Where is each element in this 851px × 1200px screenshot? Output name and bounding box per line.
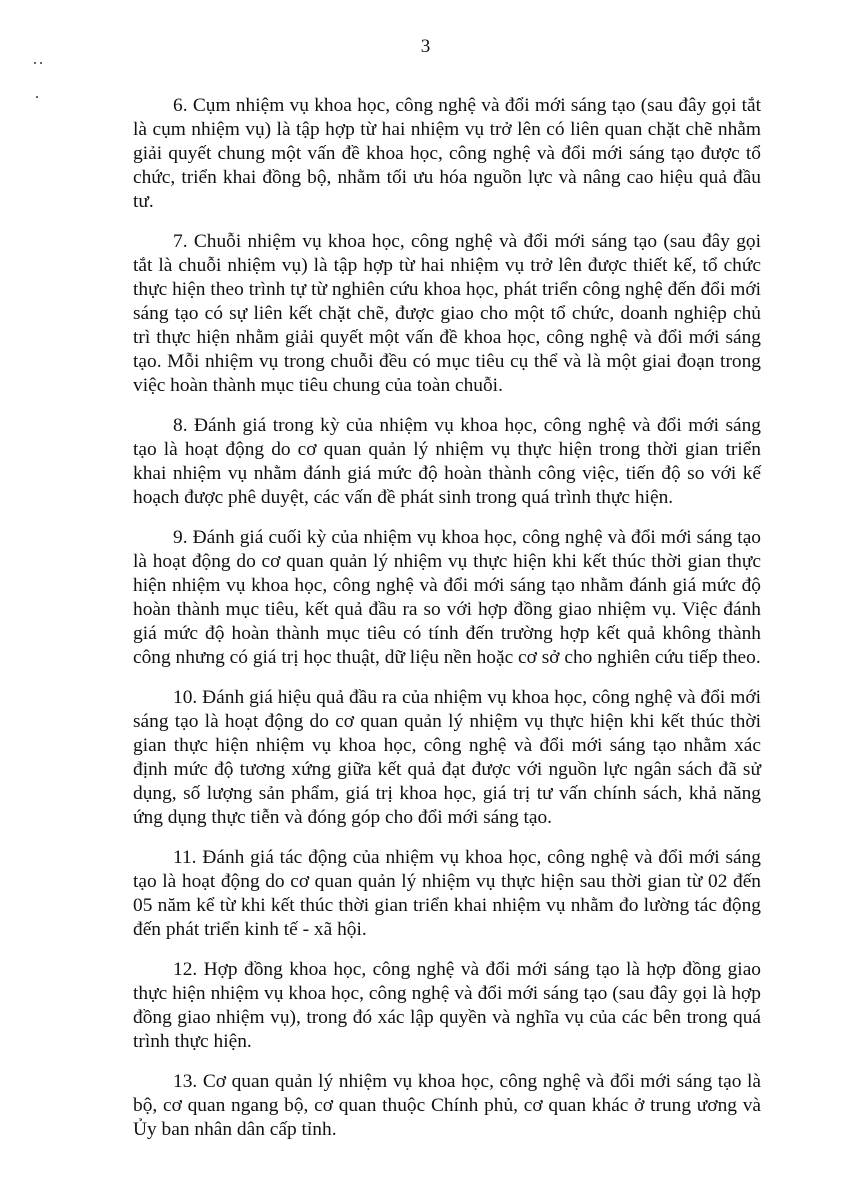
scan-speck	[40, 62, 42, 64]
paragraph-11: 11. Đánh giá tác động của nhiệm vụ khoa học, công nghệ và đổi mới sáng tạo là hoạt động do cơ quan quản lý nhiệm vụ thực hiện sau thời gian từ 02 đến 05 năm kể từ khi kết thúc thời gian triển khai nhiệm vụ nhằm đo lường tác động đến phát triển kinh tế - xã hội.	[133, 847, 761, 940]
document-body	[133, 94, 761, 1158]
paragraph-7: 7. Chuỗi nhiệm vụ khoa học, công nghệ và đổi mới sáng tạo (sau đây gọi tắt là chuỗi nhiệm vụ) là tập hợp từ hai nhiệm vụ trở lên được thiết kế, tổ chức thực hiện theo trình tự từ nghiên cứu khoa học, phát triển công nghệ đến đổi mới sáng tạo có sự liên kết chặt chẽ, được giao cho một tổ chức, doanh nghiệp chủ trì thực hiện nhằm giải quyết một vấn đề khoa học, công nghệ và đổi mới sáng tạo. Mỗi nhiệm vụ trong chuỗi đều có mục tiêu cụ thể và là một giai đoạn trong việc hoàn thành mục tiêu chung của toàn chuỗi.	[133, 231, 761, 396]
paragraph-12: 12. Hợp đồng khoa học, công nghệ và đổi mới sáng tạo là hợp đồng giao thực hiện nhiệm vụ khoa học, công nghệ và đổi mới sáng tạo (sau đây gọi là hợp đồng giao nhiệm vụ), trong đó xác lập quyền và nghĩa vụ của các bên trong quá trình thực hiện.	[133, 959, 761, 1052]
paragraph-10: 10. Đánh giá hiệu quả đầu ra của nhiệm vụ khoa học, công nghệ và đổi mới sáng tạo là hoạt động do cơ quan quản lý nhiệm vụ thực hiện khi kết thúc thời gian thực hiện nhiệm vụ khoa học, công nghệ và đổi mới sáng tạo nhằm xác định mức độ tương xứng giữa kết quả đạt được với nguồn lực ngân sách đã sử dụng, số lượng sản phẩm, giá trị khoa học, giá trị tư vấn chính sách, khả năng ứng dụng thực tiễn và đóng góp cho đổi mới sáng tạo.	[133, 687, 761, 828]
paragraph-9: 9. Đánh giá cuối kỳ của nhiệm vụ khoa học, công nghệ và đổi mới sáng tạo là hoạt động do cơ quan quản lý nhiệm vụ thực hiện khi kết thúc thời gian thực hiện nhiệm vụ khoa học, công nghệ và đổi mới sáng tạo nhằm đánh giá mức độ hoàn thành mục tiêu, kết quả đầu ra so với hợp đồng giao nhiệm vụ. Việc đánh giá mức độ hoàn thành mục tiêu có tính đến trường hợp kết quả không thành công nhưng có giá trị học thuật, dữ liệu nền hoặc cơ sở cho nghiên cứu tiếp theo.	[133, 527, 761, 668]
paragraph-6: 6. Cụm nhiệm vụ khoa học, công nghệ và đổi mới sáng tạo (sau đây gọi tắt là cụm nhiệm vụ) là tập hợp từ hai nhiệm vụ trở lên có liên quan chặt chẽ nhằm giải quyết chung một vấn đề khoa học, công nghệ và đổi mới sáng tạo được tổ chức, triển khai đồng bộ, nhằm tối ưu hóa nguồn lực và nâng cao hiệu quả đầu tư.	[133, 95, 761, 212]
paragraph-8: 8. Đánh giá trong kỳ của nhiệm vụ khoa học, công nghệ và đổi mới sáng tạo là hoạt động do cơ quan quản lý nhiệm vụ thực hiện trong thời gian triển khai nhiệm vụ nhằm đánh giá mức độ hoàn thành công việc, tiến độ so với kế hoạch được phê duyệt, các vấn đề phát sinh trong quá trình thực hiện.	[133, 415, 761, 508]
paragraph-13: 13. Cơ quan quản lý nhiệm vụ khoa học, công nghệ và đổi mới sáng tạo là bộ, cơ quan ngang bộ, cơ quan thuộc Chính phủ, cơ quan khác ở trung ương và Ủy ban nhân dân cấp tỉnh.	[133, 1071, 761, 1140]
page-number: 3	[420, 36, 431, 57]
scan-speck	[36, 96, 38, 98]
scan-speck	[34, 62, 36, 64]
